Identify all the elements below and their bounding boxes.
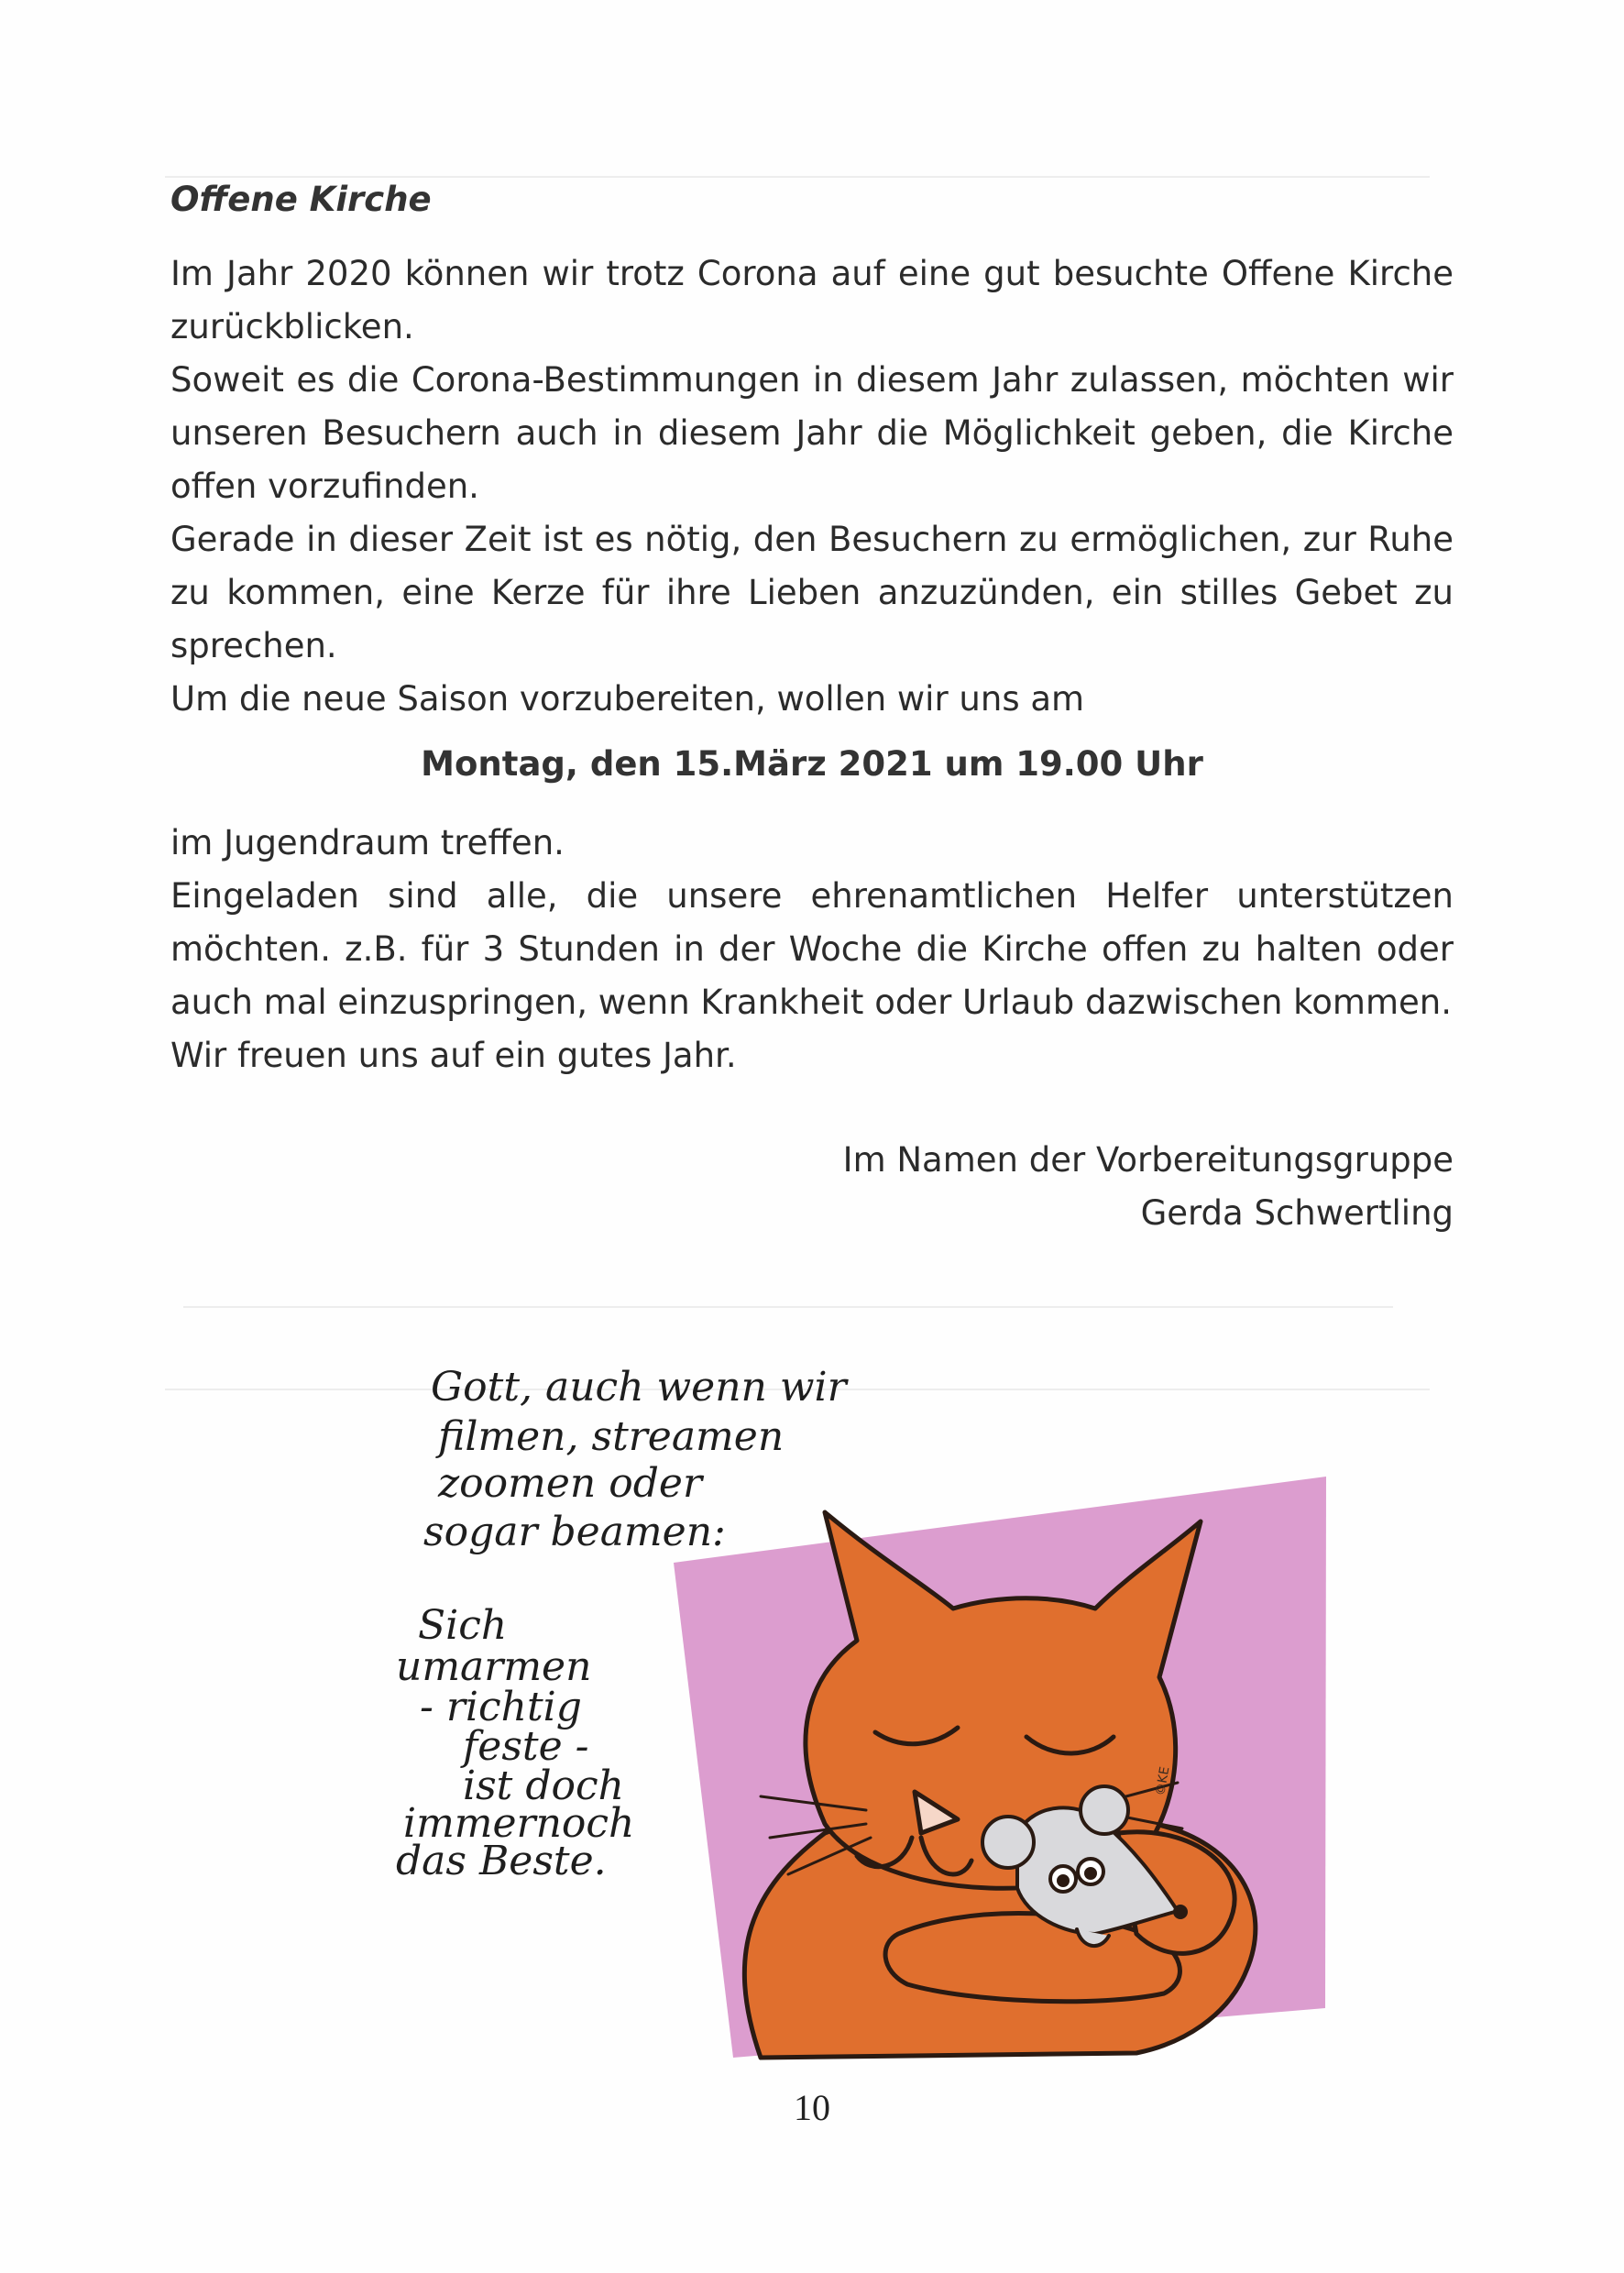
handwriting-line: Sich [418, 1602, 508, 1649]
paragraph-7: Wir freuen uns auf ein gutes Jahr. [170, 1036, 737, 1075]
paragraph-5: im Jugendraum treffen. [170, 823, 565, 862]
handwriting-line: das Beste. [396, 1838, 607, 1884]
handwriting-line: sogar beamen: [423, 1509, 726, 1555]
handwriting-bottom [396, 1602, 634, 1884]
mouse-ear-right [1081, 1786, 1128, 1834]
paragraph-1: Im Jahr 2020 können wir trotz Corona auf eine gut besuchte Offene Kirche zurückblicken. [170, 254, 1454, 346]
mouse-nose [1175, 1906, 1186, 1917]
handwriting-line: ist doch [463, 1762, 624, 1809]
page-number: 10 [794, 2087, 830, 2128]
article-heading: Offene Kirche [170, 180, 432, 219]
paragraph-6: Eingeladen sind alle, die unsere ehrenamtlichen Helfer unterstützen möchten. z.B. für 3 Stunden in der Woche die Kirche offen zu halten oder auch mal einzuspringen, wenn Krankheit oder Urlaub dazwischen kommen. [170, 876, 1454, 1022]
signature-line-1: Im Namen der Vorbereitungsgruppe [842, 1140, 1454, 1180]
handwriting-top [423, 1364, 850, 1555]
handwriting-line: umarmen [396, 1643, 592, 1690]
artist-mark: ©KE [1153, 1765, 1173, 1797]
paragraph-2: Soweit es die Corona-Bestimmungen in diesem Jahr zulassen, möchten wir unseren Besuchern auch in diesem Jahr die Möglichkeit geben, die Kirche offen vorzufinden. [170, 360, 1454, 506]
handwriting-line: zoomen oder [438, 1460, 702, 1507]
paragraph-3: Gerade in dieser Zeit ist es nötig, den Besuchern zu ermöglichen, zur Ruhe zu kommen, eine Kerze für ihre Lieben anzuzünden, ein stilles Gebet zu sprechen. [170, 520, 1454, 665]
handwriting-line: - richtig [420, 1684, 582, 1730]
handwriting-line: feste - [463, 1723, 589, 1770]
meeting-date: Montag, den 15.März 2021 um 19.00 Uhr [421, 744, 1203, 784]
handwriting-line: filmen, streamen [438, 1413, 785, 1460]
paragraph-4: Um die neue Saison vorzubereiten, wollen wir uns am [170, 679, 1085, 719]
mouse-ear-left [982, 1817, 1034, 1868]
signature-name: Gerda Schwertling [1140, 1193, 1454, 1233]
handwriting-line: immernoch [403, 1800, 635, 1847]
mouse-pupil-left [1059, 1876, 1068, 1885]
mouse-pupil-right [1086, 1869, 1095, 1878]
handwriting-line: Gott, auch wenn wir [431, 1364, 847, 1411]
